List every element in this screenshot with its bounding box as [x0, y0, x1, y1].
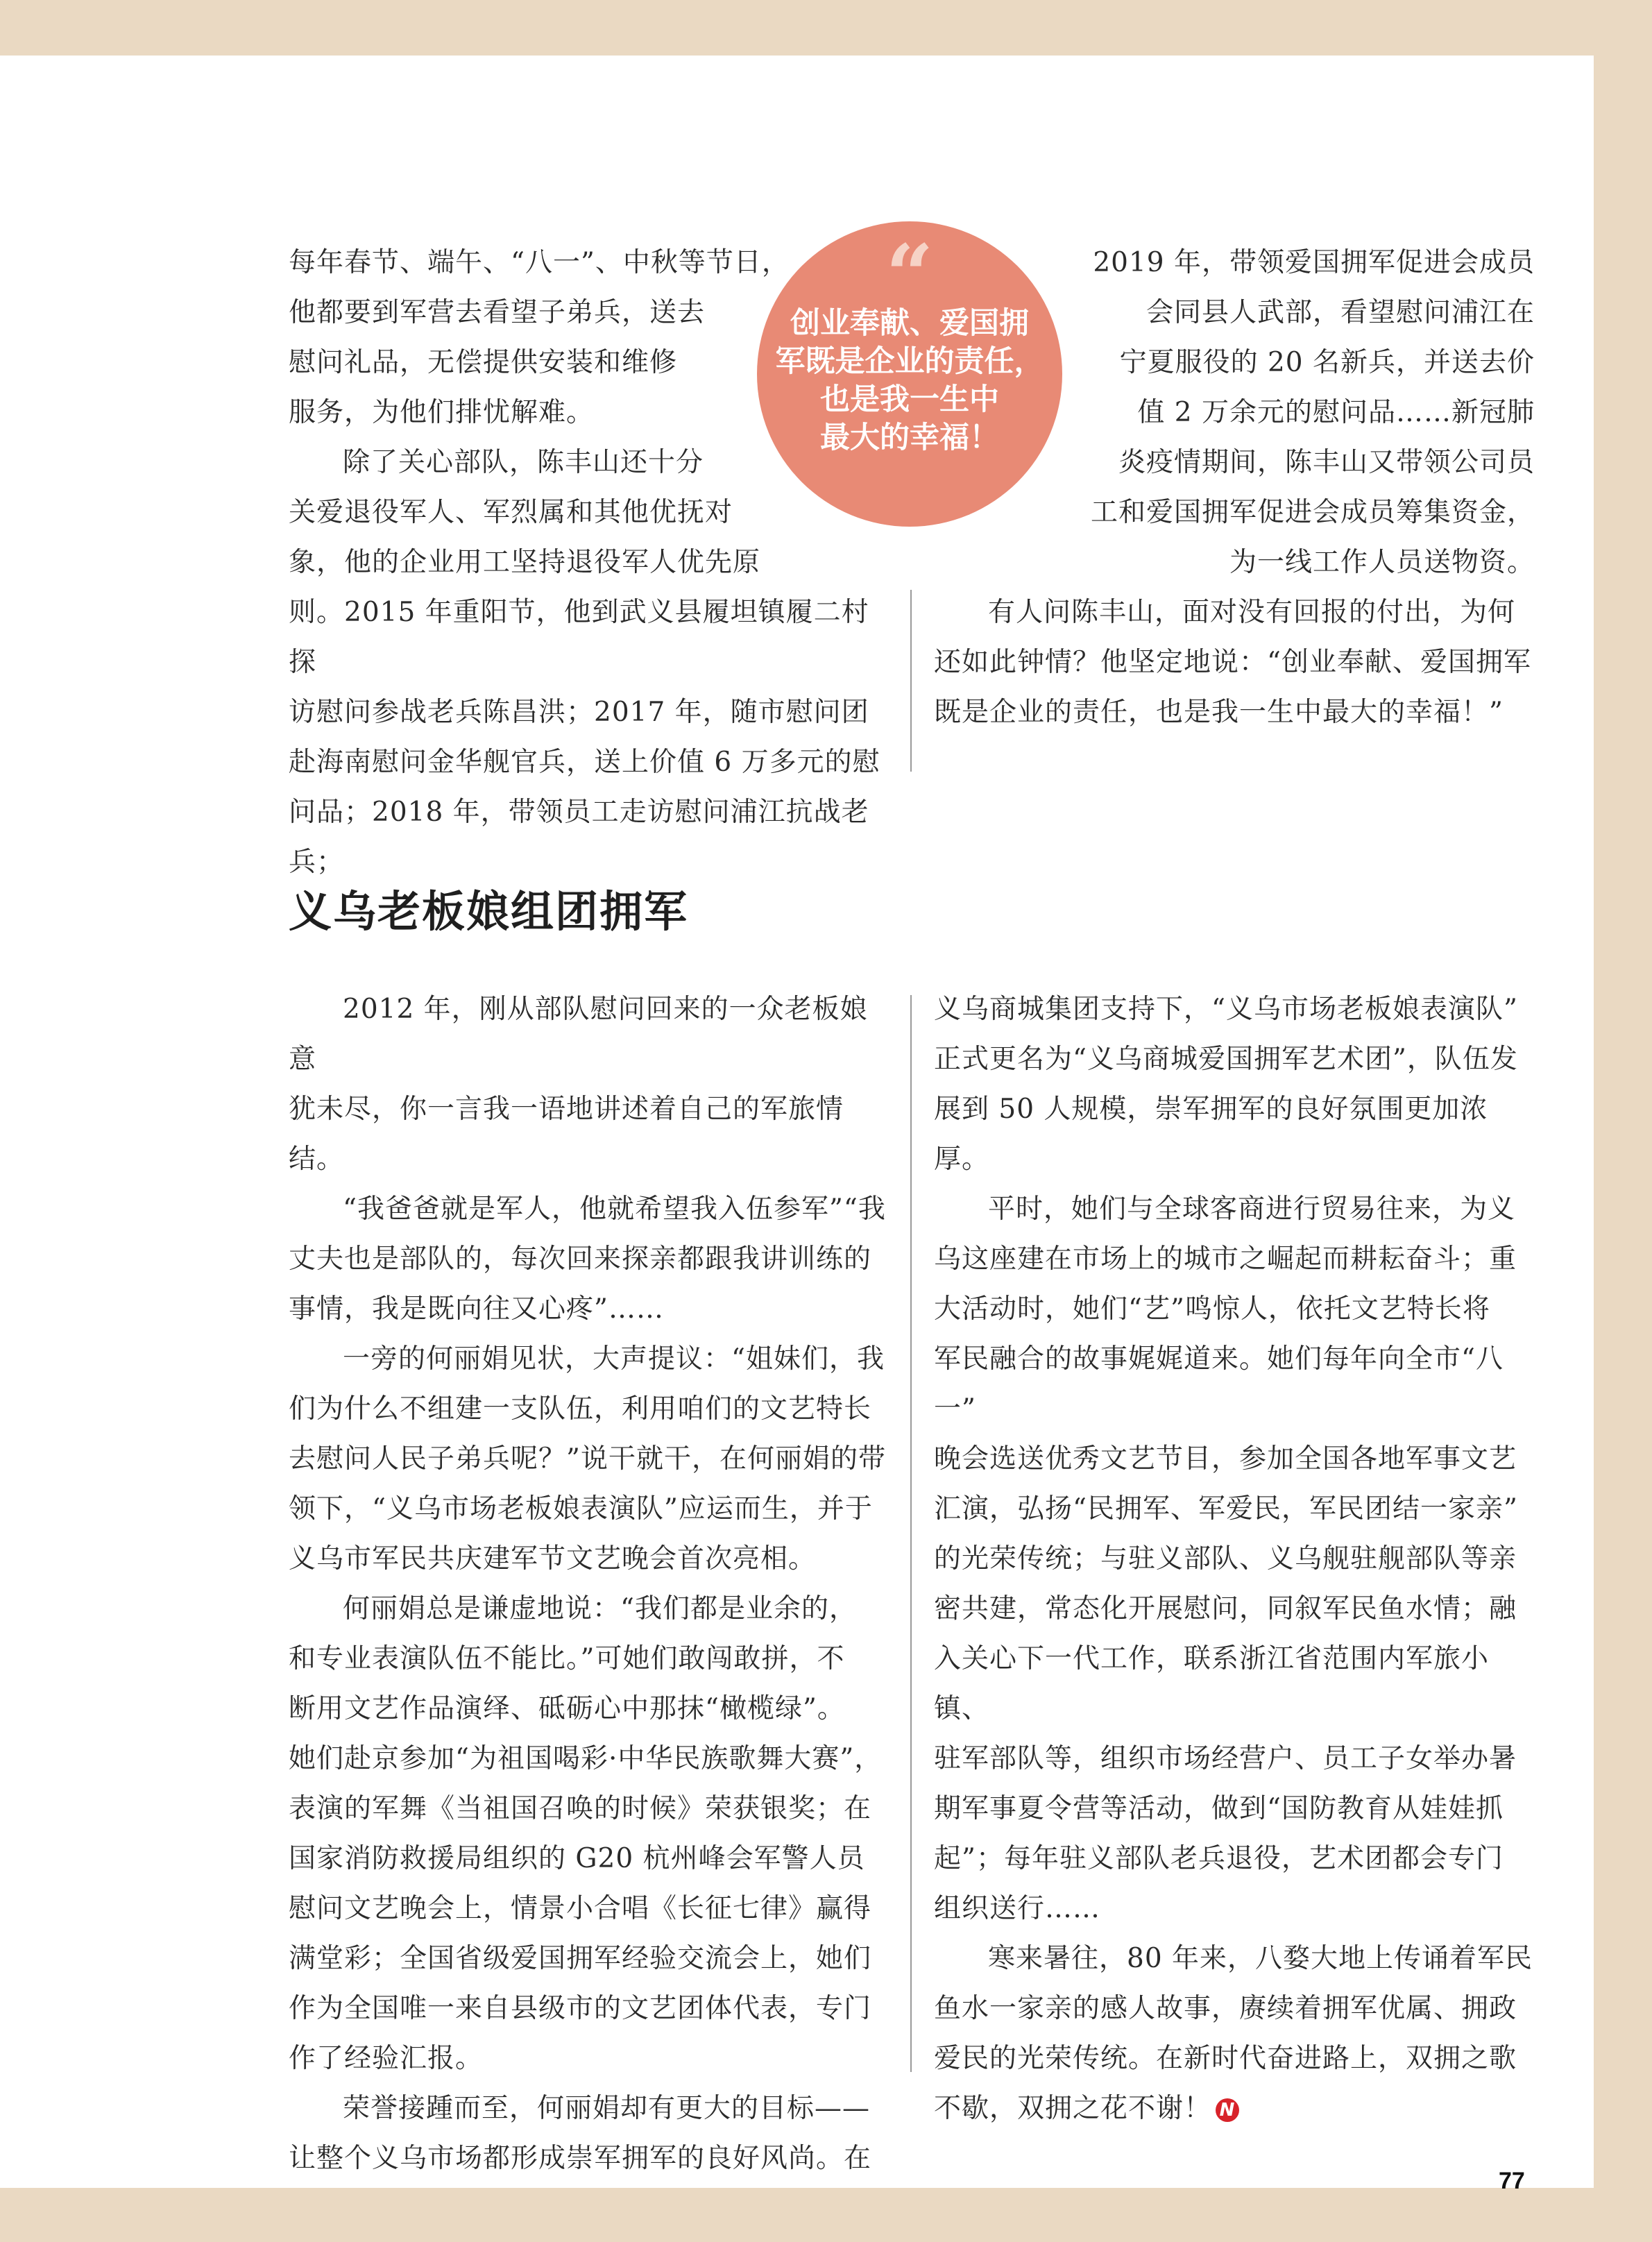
text-line: 寒来暑往，80 年来，八婺大地上传诵着军民 — [988, 1943, 1533, 1974]
text-line: 除了关心部队，陈丰山还十分 — [343, 447, 704, 478]
text-line: 为一线工作人员送物资。 — [1229, 547, 1535, 578]
column-divider-bottom — [910, 995, 912, 2072]
text-line: 象，他的企业用工坚持退役军人优先原 — [289, 547, 761, 578]
text-line: 起”；每年驻义部队老兵退役，艺术团都会专门 — [934, 1843, 1504, 1874]
text-line: 汇演，弘扬“民拥军、军爱民，军民团结一家亲” — [934, 1493, 1518, 1525]
text-line: 慰问文艺晚会上，情景小合唱《长征七律》赢得 — [289, 1893, 872, 1924]
text-line: 义乌市军民共庆建军节文艺晚会首次亮相。 — [289, 1543, 817, 1574]
text-line: 不歇，双拥之花不谢！ N — [934, 2084, 1535, 2134]
text-line: 驻军部队等，组织市场经营户、员工子女举办暑 — [934, 1743, 1517, 1774]
column-divider-top — [910, 590, 912, 772]
pull-quote-line: 最大的幸福！ — [820, 421, 999, 455]
text-line: 2019 年，带领爱国拥军促进会成员 — [1093, 247, 1535, 278]
text-line: 丈夫也是部队的，每次回来探亲都跟我讲训练的 — [289, 1243, 872, 1275]
text-line: 还如此钟情？他坚定地说：“创业奉献、爱国拥军 — [934, 647, 1531, 678]
text-line: 爱民的光荣传统。在新时代奋进路上，双拥之歌 — [934, 2043, 1517, 2074]
text-line: 乌这座建在市场上的城市之崛起而耕耘奋斗；重 — [934, 1243, 1517, 1275]
text-line: 们为什么不组建一支队伍，利用咱们的文艺特长 — [289, 1393, 872, 1425]
text-line: 值 2 万余元的慰问品……新冠肺 — [1137, 397, 1535, 428]
text-line: 去慰问人民子弟兵呢？”说干就干，在何丽娟的带 — [289, 1443, 886, 1475]
text-line: 一旁的何丽娟见状，大声提议：“姐妹们，我 — [343, 1343, 885, 1375]
pull-quote-circle — [757, 221, 1062, 527]
text-line: 2012 年，刚从部队慰问回来的一众老板娘意 — [289, 994, 868, 1075]
text-line: 大活动时，她们“艺”鸣惊人，依托文艺特长将 — [934, 1293, 1490, 1325]
page-number: 77 — [1499, 2168, 1525, 2194]
article-column-bottom-left — [289, 985, 887, 2184]
text-line: 断用文艺作品演绎、砥砺心中那抹“橄榄绿”。 — [289, 1693, 845, 1724]
text-line: 表演的军舞《当祖国召唤的时候》荣获银奖；在 — [289, 1793, 872, 1824]
section-heading: 义乌老板娘组团拥军 — [289, 886, 689, 937]
quote-mark-icon: “ — [885, 226, 934, 324]
text-line: 国家消防救援局组织的 G20 杭州峰会军警人员 — [289, 1843, 865, 1874]
text-line: 领下，“义乌市场老板娘表演队”应运而生，并于 — [289, 1493, 873, 1525]
text-line: 入关心下一代工作，联系浙江省范围内军旅小镇、 — [934, 1643, 1490, 1724]
text-line: 晚会选送优秀文艺节目，参加全国各地军事文艺 — [934, 1443, 1517, 1475]
text-line: “我爸爸就是军人，他就希望我入伍参军”“我 — [343, 1194, 886, 1225]
text-line: 赴海南慰问金华舰官兵，送上价值 6 万多元的慰 — [289, 747, 880, 778]
text-line: 工和爱国拥军促进会成员筹集资金， — [1090, 497, 1535, 528]
text-line: 军民融合的故事娓娓道来。她们每年向全市“八一” — [934, 1343, 1504, 1425]
text-line: 炎疫情期间，陈丰山又带领公司员 — [1118, 447, 1535, 478]
text-line: 他都要到军营去看望子弟兵，送去 — [289, 297, 706, 328]
text-line: 组织送行…… — [934, 1893, 1101, 1924]
article-column-bottom-right — [934, 985, 1535, 2134]
pull-quote-line: 军既是企业的责任， — [775, 344, 1044, 379]
text-line: 展到 50 人规模，崇军拥军的良好氛围更加浓厚。 — [934, 1094, 1488, 1175]
text-line: 每年春节、端午、“八一”、中秋等节日， — [289, 247, 790, 278]
pull-quote-line: 创业奉献、爱国拥 — [790, 306, 1029, 341]
text-line: 作了经验汇报。 — [289, 2043, 484, 2074]
text-line: 正式更名为“义乌商城爱国拥军艺术团”，队伍发 — [934, 1044, 1518, 1075]
text-line: 荣誉接踵而至，何丽娟却有更大的目标—— — [343, 2093, 871, 2124]
text-line: 宁夏服役的 20 名新兵，并送去价 — [1119, 347, 1535, 378]
text-line: 让整个义乌市场都形成崇军拥军的良好风尚。在 — [289, 2143, 872, 2174]
text-line: 何丽娟总是谦虚地说：“我们都是业余的， — [343, 1593, 857, 1624]
text-line: 访慰问参战老兵陈昌洪；2017 年，随市慰问团 — [289, 697, 869, 728]
pull-quote-line: 也是我一生中 — [820, 382, 999, 417]
text-line: 关爱退役军人、军烈属和其他优抚对 — [289, 497, 733, 528]
text-line: 她们赴京参加“为祖国喝彩·中华民族歌舞大赛”， — [289, 1743, 883, 1774]
pull-quote-text — [771, 305, 1048, 457]
text-line: 则。2015 年重阳节，他到武义县履坦镇履二村探 — [289, 597, 869, 678]
text-line: 义乌商城集团支持下，“义乌市场老板娘表演队” — [934, 994, 1518, 1025]
text-line: 鱼水一家亲的感人故事，赓续着拥军优属、拥政 — [934, 1993, 1517, 2024]
text-line: 问品；2018 年，带领员工走访慰问浦江抗战老兵； — [289, 797, 869, 878]
text-line: 平时，她们与全球客商进行贸易往来，为义 — [988, 1194, 1516, 1225]
text-line: 服务，为他们排忧解难。 — [289, 397, 595, 428]
text-line: 满堂彩；全国省级爱国拥军经验交流会上，她们 — [289, 1943, 872, 1974]
text-line: 会同县人武部，看望慰问浦江在 — [1146, 297, 1535, 328]
text-line: 期军事夏令营等活动，做到“国防教育从娃娃抓 — [934, 1793, 1504, 1824]
text-line: 既是企业的责任，也是我一生中最大的幸福！” — [934, 697, 1504, 728]
text-line: 事情，我是既向往又心疼”…… — [289, 1293, 664, 1325]
text-line: 密共建，常态化开展慰问，同叙军民鱼水情；融 — [934, 1593, 1517, 1624]
text-line: 作为全国唯一来自县级市的文艺团体代表，专门 — [289, 1993, 872, 2024]
text-line: 有人问陈丰山，面对没有回报的付出，为何 — [988, 597, 1516, 628]
end-mark-icon: N — [1216, 2098, 1239, 2122]
text-line: 慰问礼品，无偿提供安装和维修 — [289, 347, 678, 378]
text-line: 的光荣传统；与驻义部队、义乌舰驻舰部队等亲 — [934, 1543, 1517, 1574]
text-line: 犹未尽，你一言我一语地讲述着自己的军旅情结。 — [289, 1094, 844, 1175]
text-line: 和专业表演队伍不能比。”可她们敢闯敢拼，不 — [289, 1643, 845, 1674]
